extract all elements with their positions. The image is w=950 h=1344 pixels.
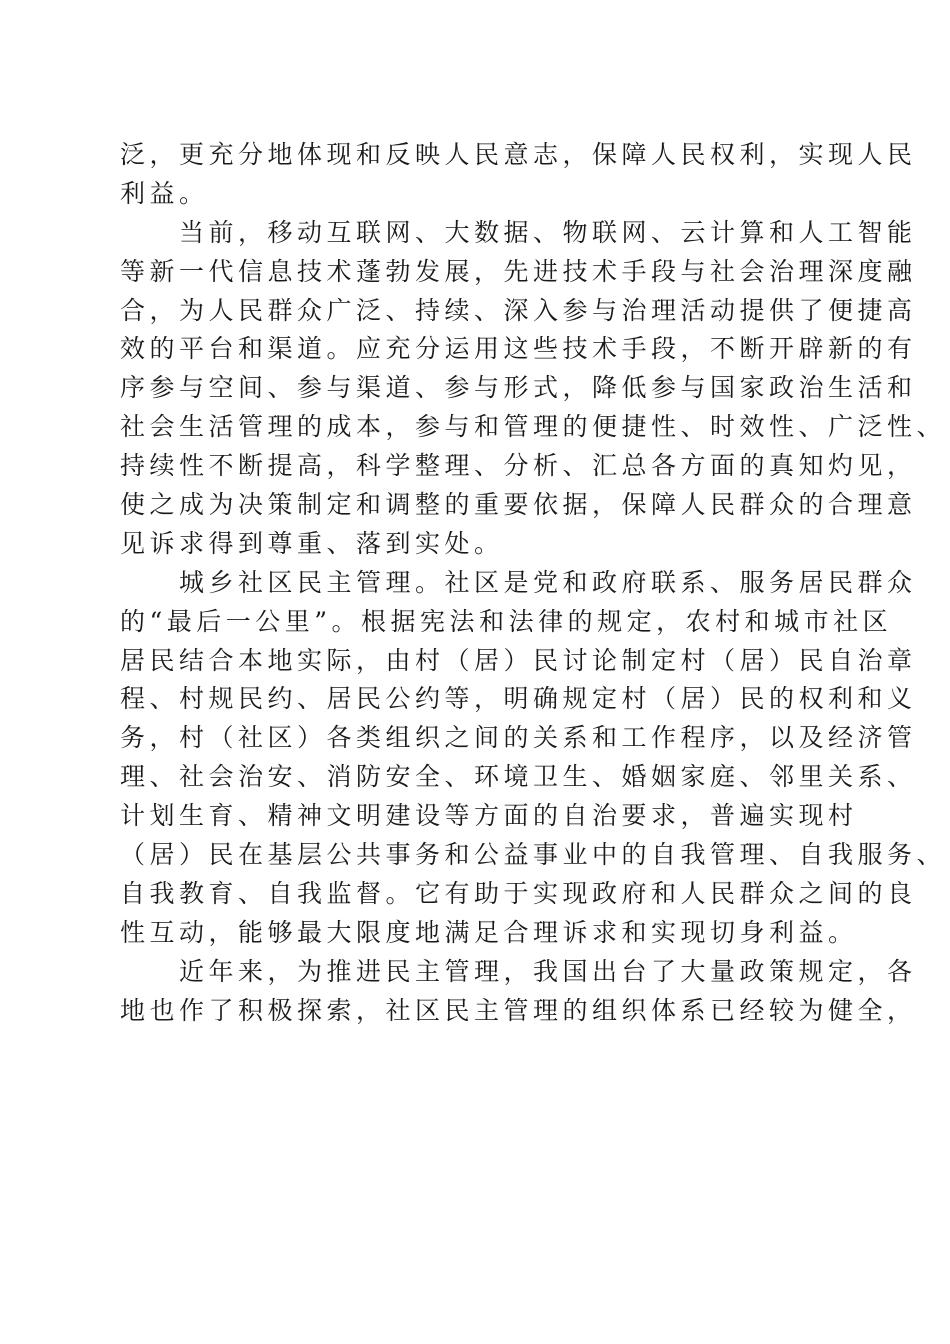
paragraph <box>120 214 947 564</box>
text-line: 性互动，能够最大限度地满足合理诉求和实现切身利益。 <box>120 917 858 947</box>
text-line: 效的平台和渠道。应充分运用这些技术手段，不断开辟新的有 <box>120 334 917 364</box>
text-line: 务，村（社区）各类组织之间的关系和工作程序，以及经济管 <box>120 723 917 753</box>
text-line: 等新一代信息技术蓬勃发展，先进技术手段与社会治理深度融 <box>120 256 917 286</box>
text-line: 地也作了积极探索，社区民主管理的组织体系已经较为健全， <box>120 995 917 1025</box>
text-line: 使之成为决策制定和调整的重要依据，保障人民群众的合理意 <box>120 490 917 520</box>
body-text <box>120 136 947 1030</box>
paragraph <box>120 953 917 1031</box>
text-line: 序参与空间、参与渠道、参与形式，降低参与国家政治生活和 <box>120 373 917 403</box>
text-line: 城乡社区民主管理。社区是党和政府联系、服务居民群众 <box>179 567 917 597</box>
text-line: 社会生活管理的成本，参与和管理的便捷性、时效性、广泛性、 <box>120 412 947 442</box>
text-line: 的“最后一公里”。根据宪法和法律的规定，农村和城市社区 <box>120 606 893 636</box>
text-line: 泛，更充分地体现和反映人民意志，保障人民权利，实现人民 <box>120 140 917 169</box>
text-line: 近年来，为推进民主管理，我国出台了大量政策规定，各 <box>179 956 917 986</box>
text-line: 自我教育、自我监督。它有助于实现政府和人民群众之间的良 <box>120 878 917 908</box>
text-line: 居民结合本地实际，由村（居）民讨论制定村（居）民自治章 <box>120 645 917 675</box>
paragraph <box>120 564 947 953</box>
text-line: 当前，移动互联网、大数据、物联网、云计算和人工智能 <box>179 217 917 247</box>
paragraph <box>120 136 917 214</box>
text-line: 持续性不断提高，科学整理、分析、汇总各方面的真知灼见， <box>120 451 917 481</box>
text-line: 程、村规民约、居民公约等，明确规定村（居）民的权利和义 <box>120 684 917 714</box>
text-line: （居）民在基层公共事务和公益事业中的自我管理、自我服务、 <box>120 840 947 870</box>
text-line: 利益。 <box>120 178 209 208</box>
text-line: 见诉求得到尊重、落到实处。 <box>120 528 504 558</box>
text-line: 计划生育、精神文明建设等方面的自治要求，普遍实现村 <box>120 801 858 831</box>
text-line: 理、社会治安、消防安全、环境卫生、婚姻家庭、邻里关系、 <box>120 762 917 792</box>
text-line: 合，为人民群众广泛、持续、深入参与治理活动提供了便捷高 <box>120 295 917 325</box>
